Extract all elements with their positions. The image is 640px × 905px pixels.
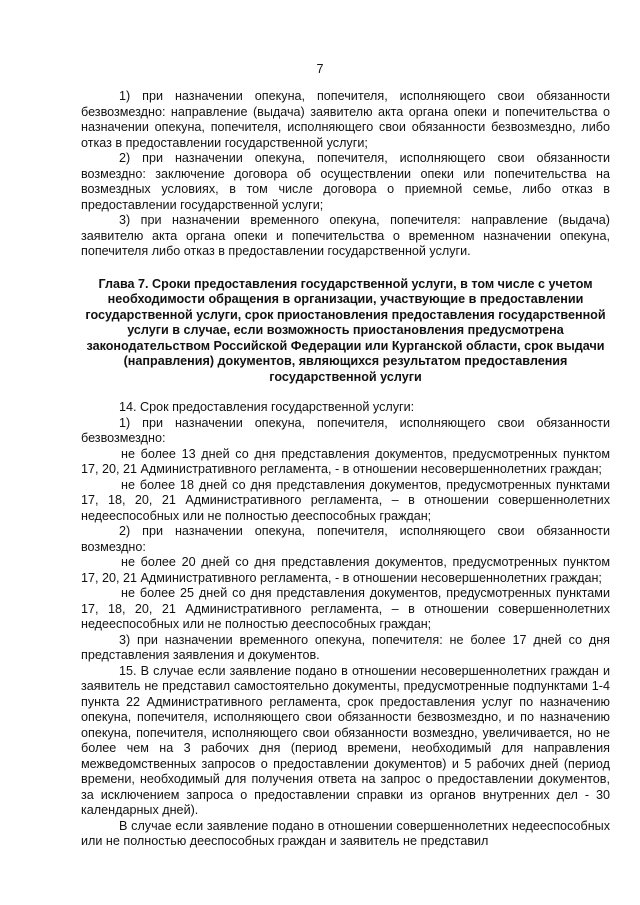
- paragraph-14-3: 3) при назначении временного опекуна, попечителя: не более 17 дней со дня представления заявления и документов.: [81, 632, 610, 662]
- paragraph-result-3: 3) при назначении временного опекуна, попечителя: направление (выдача) заявителю акта органа опеки и попечительства о временном назначении опекуна, попечителя либо отказ в предоставлении государственной услуги.: [81, 213, 610, 258]
- chapter-title: Глава 7. Сроки предоставления государственной услуги, в том числе с учетом необходимости обращения в организации, участвующие в предоставлении государственной услуги, срок приостановления предоставления государственной услуги в случае, если возможность приостановления предусмотрена законодательством Российской Федерации или Курганской области, срок выдачи (направления) документов, являющихся результатом предоставления государственной услуги: [85, 276, 606, 384]
- paragraph-14-2-a: не более 20 дней со дня представления документов, предусмотренных пунктом 17, 20, 21 Административного регламента, - в отношении несовершеннолетних граждан;: [81, 555, 610, 585]
- paragraph-15-continued: В случае если заявление подано в отношении совершеннолетних недееспособных или не полностью дееспособных граждан и заявитель не представил: [81, 818, 610, 848]
- paragraph-14-2-b: не более 25 дней со дня представления документов, предусмотренных пунктами 17, 18, 20, 21 Административного регламента, – в отношении совершеннолетних недееспособных или не полностью дееспособных граждан;: [81, 586, 610, 631]
- paragraph-result-2: 2) при назначении опекуна, попечителя, исполняющего свои обязанности возмездно: заключение договора об осуществлении опеки или попечительства на возмездных условиях, в том числе договора о приемной семье, либо отказ в предоставлении государственной услуги;: [81, 151, 610, 212]
- paragraph-14-1-a: не более 13 дней со дня представления документов, предусмотренных пунктом 17, 20, 21 Административного регламента, - в отношении несовершеннолетних граждан;: [81, 446, 610, 476]
- paragraph-14-1-b: не более 18 дней со дня представления документов, предусмотренных пунктами 17, 18, 20, 21 Административного регламента, – в отношении совершеннолетних недееспособных или не полностью дееспособных граждан;: [81, 477, 610, 523]
- paragraph-14-1: 1) при назначении опекуна, попечителя, исполняющего свои обязанности безвозмездно:: [81, 415, 610, 445]
- paragraph-result-1: 1) при назначении опекуна, попечителя, исполняющего свои обязанности безвозмездно: направление (выдача) заявителю акта органа опеки и попечительства о назначении опекуна, попечителя, исполняющего свои обязанности безвозмездно, либо отказ в предоставлении государственной услуги;: [81, 89, 610, 150]
- paragraph-15: 15. В случае если заявление подано в отношении несовершеннолетних граждан и заявитель не представил самостоятельно документы, предусмотренные подпунктами 1-4 пункта 22 Административного регламента, срок предоставления услуг по назначению опекуна, попечителя, исполняющего свои обязанности безвозмездно, и по назначению опекуна, попечителя, исполняющего свои обязанности возмездно, увеличивается, но не более чем на 3 рабочих дня (период времени, необходимый для направления межведомственных запросов о предоставлении документов) и 5 рабочих дней (период времени, необходимый для получения ответа на запрос о предоставлении документов, за исключением запроса о предоставлении справки из органов внутренних дел - 30 календарных дней).: [81, 663, 610, 817]
- page-number: 7: [316, 62, 324, 76]
- document-body: [81, 89, 610, 850]
- paragraph-14: 14. Срок предоставления государственной услуги:: [119, 400, 415, 414]
- paragraph-14-2: 2) при назначении опекуна, попечителя, исполняющего свои обязанности возмездно:: [81, 524, 610, 554]
